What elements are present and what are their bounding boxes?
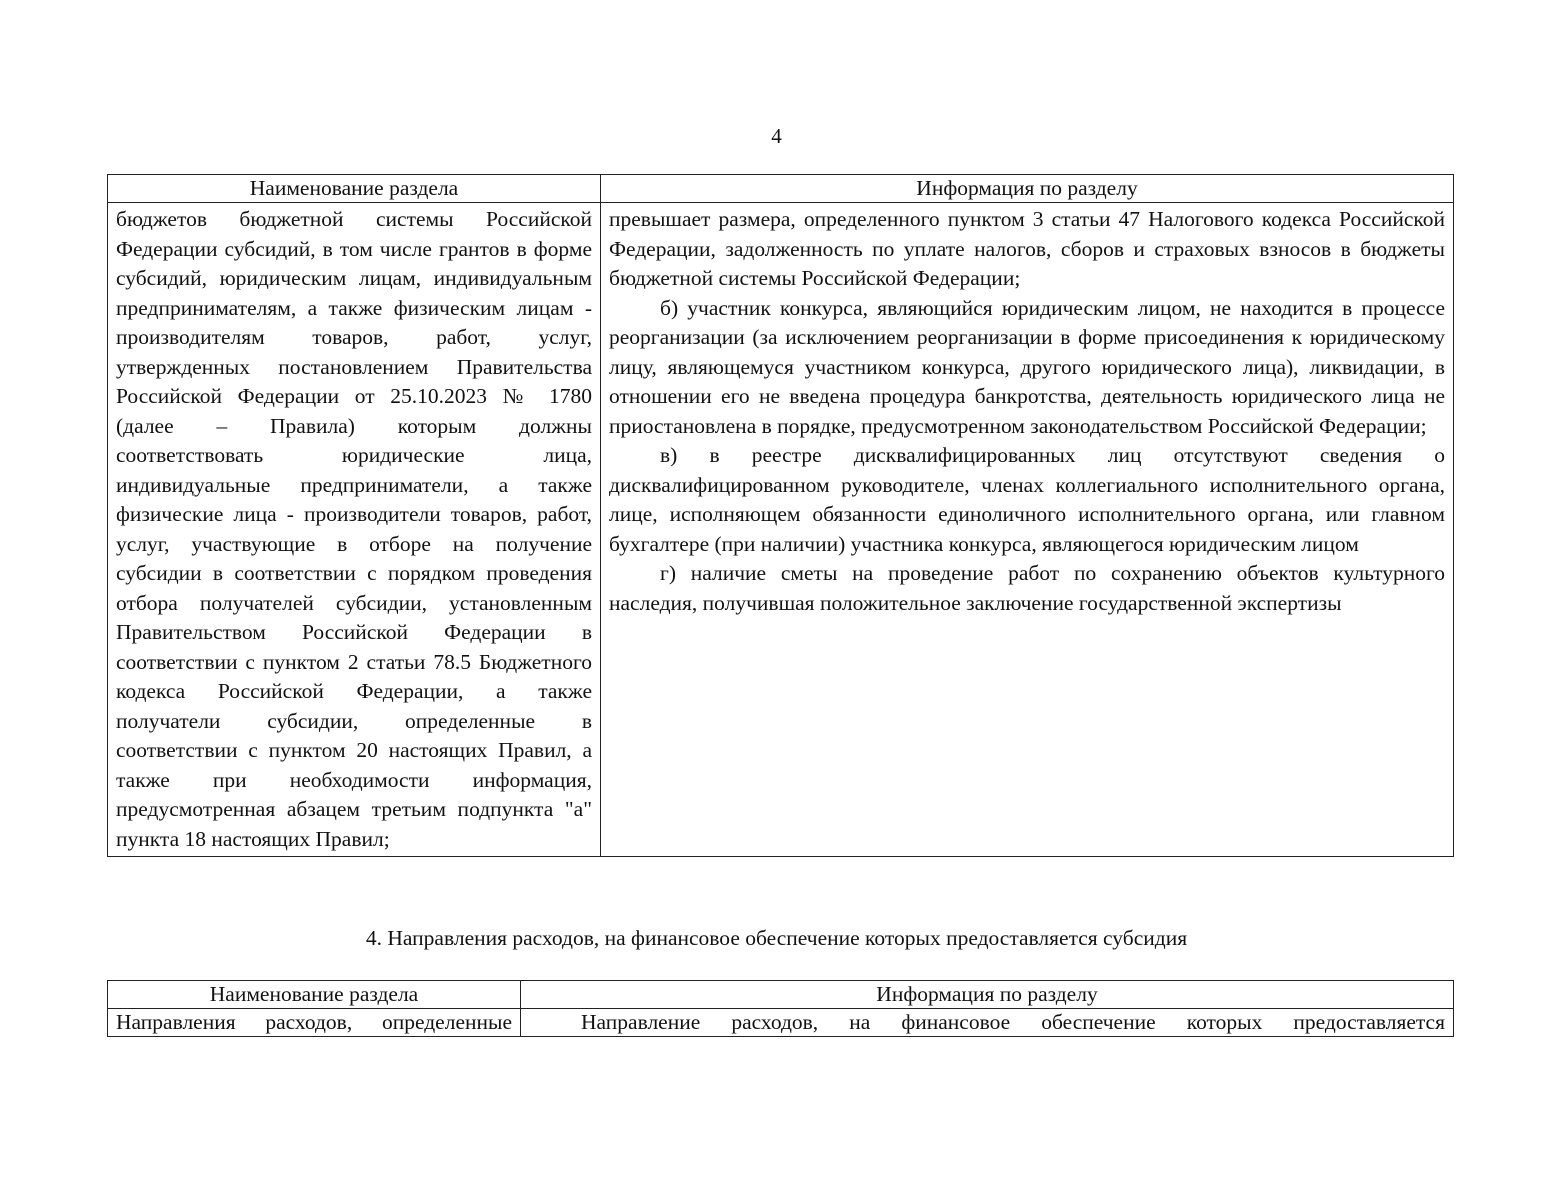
section-heading: 4. Направления расходов, на финансовое обеспечение которых предоставляется субсидия (365, 926, 1188, 950)
table-row (108, 203, 1454, 857)
info-paragraph: в) в реестре дисквалифицированных лиц отсутствуют сведения о дисквалифицированном руководителе, членах коллегиального исполнительного органа, лице, исполняющем обязанности единоличного исполнительного органа, или главном бухгалтере (при наличии) участника конкурса, являющегося юридическим лицом (609, 443, 1445, 556)
page-number: 4 (771, 124, 782, 148)
section-name-text: бюджетов бюджетной системы Российской Федерации субсидий, в том числе грантов в форме субсидий, юридическим лицам, индивидуальным предпринимателям, а также физическим лицам - производителям товаров, работ, услуг, утвержденных постановлением Правительства Российской Федерации от 25.10.2023 № 1780 (далее – Правила) которым должны соответствовать юридические лица, индивидуальные предприниматели, а также физические лица - производители товаров, работ, услуг, участвующие в отборе на получение субсидии в соответствии с порядком проведения отбора получателей субсидии, установленным Правительством Российской Федерации в соответствии с пунктом 2 статьи 78.5 Бюджетного кодекса Российской Федерации, а также получатели субсидии, определенные в соответствии с пунктом 20 настоящих Правил, а также при необходимости информация, предусмотренная абзацем третьим подпункта "а" пункта 18 настоящих Правил; (116, 207, 592, 851)
info-paragraph: б) участник конкурса, являющийся юридическим лицом, не находится в процессе реорганизации (за исключением реорганизации в форме присоединения к юридическому лицу, являющемуся участником конкурса, другого юридического лица), ликвидации, в отношении его не введена процедура банкротства, деятельность юридического лица не приостановлена в порядке, предусмотренном законодательством Российской Федерации; (609, 295, 1445, 438)
header-section-name: Наименование раздела (108, 981, 521, 1009)
table-header-row (108, 175, 1454, 203)
header-section-info: Информация по разделу (601, 175, 1454, 203)
section-info-cell (601, 203, 1454, 857)
table-header-row (108, 981, 1454, 1009)
info-paragraph: превышает размера, определенного пунктом 3 статьи 47 Налогового кодекса Российской Федерации, задолженность по уплате налогов, сборов и страховых взносов в бюджеты бюджетной системы Российской Федерации; (609, 207, 1445, 290)
section-name-cell (108, 203, 601, 857)
info-paragraph: г) наличие сметы на проведение работ по сохранению объектов культурного наследия, получившая положительное заключение государственной экспертизы (609, 561, 1445, 615)
header-section-name: Наименование раздела (108, 175, 601, 203)
section-info-cell: Направление расходов, на финансовое обеспечение которых предоставляется (521, 1009, 1454, 1037)
requirements-table (107, 174, 1454, 857)
header-section-info: Информация по разделу (521, 981, 1454, 1009)
expense-directions-table (107, 980, 1454, 1037)
table-row (108, 1009, 1454, 1037)
section-name-cell: Направления расходов, определенные (108, 1009, 521, 1037)
